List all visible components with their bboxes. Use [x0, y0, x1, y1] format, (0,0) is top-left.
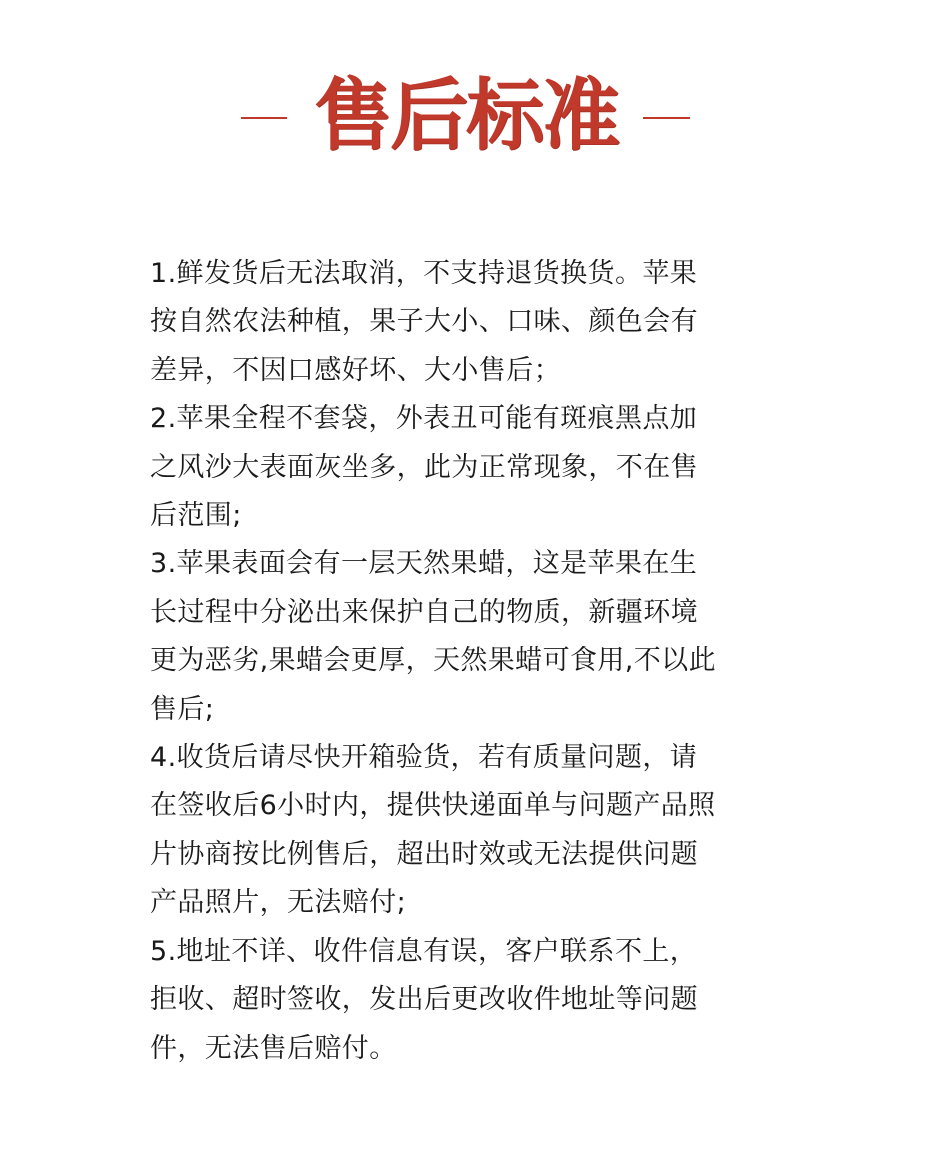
policy-item-1: 1.鲜发货后无法取消，不支持退货换货。苹果 按自然农法种植，果子大小、口味、颜色会有 差异，不因口感好坏、大小售后；: [150, 258, 698, 386]
policy-item-2: 2.苹果全程不套袋，外表丑可能有斑痕黑点加 之风沙大表面灰坐多，此为正常现象，不在售 后范围;: [150, 403, 698, 532]
title-divider-left: [241, 117, 287, 119]
policy-item-5: 5.地址不详、收件信息有误，客户联系不上， 拒收、超时签收，发出后更改收件地址等问题 件，无法售后赔付。: [150, 935, 698, 1064]
policy-item-3: 3.苹果表面会有一层天然果蜡，这是苹果在生 长过程中分泌出来保护自己的物质，新疆环境 更为恶劣,果蜡会更厚，天然果蜡可食用,不以此 售后;: [150, 548, 716, 725]
policy-text: [150, 250, 775, 1073]
page-title: 售后标准: [313, 71, 618, 161]
policy-item-4: 4.收货后请尽快开箱验货，若有质量问题，请 在签收后6小时内，提供快递面单与问题产品照 片协商按比例售后，超出时效或无法提供问题 产品照片，无法赔付;: [150, 742, 716, 919]
title-divider-right: [643, 117, 690, 119]
